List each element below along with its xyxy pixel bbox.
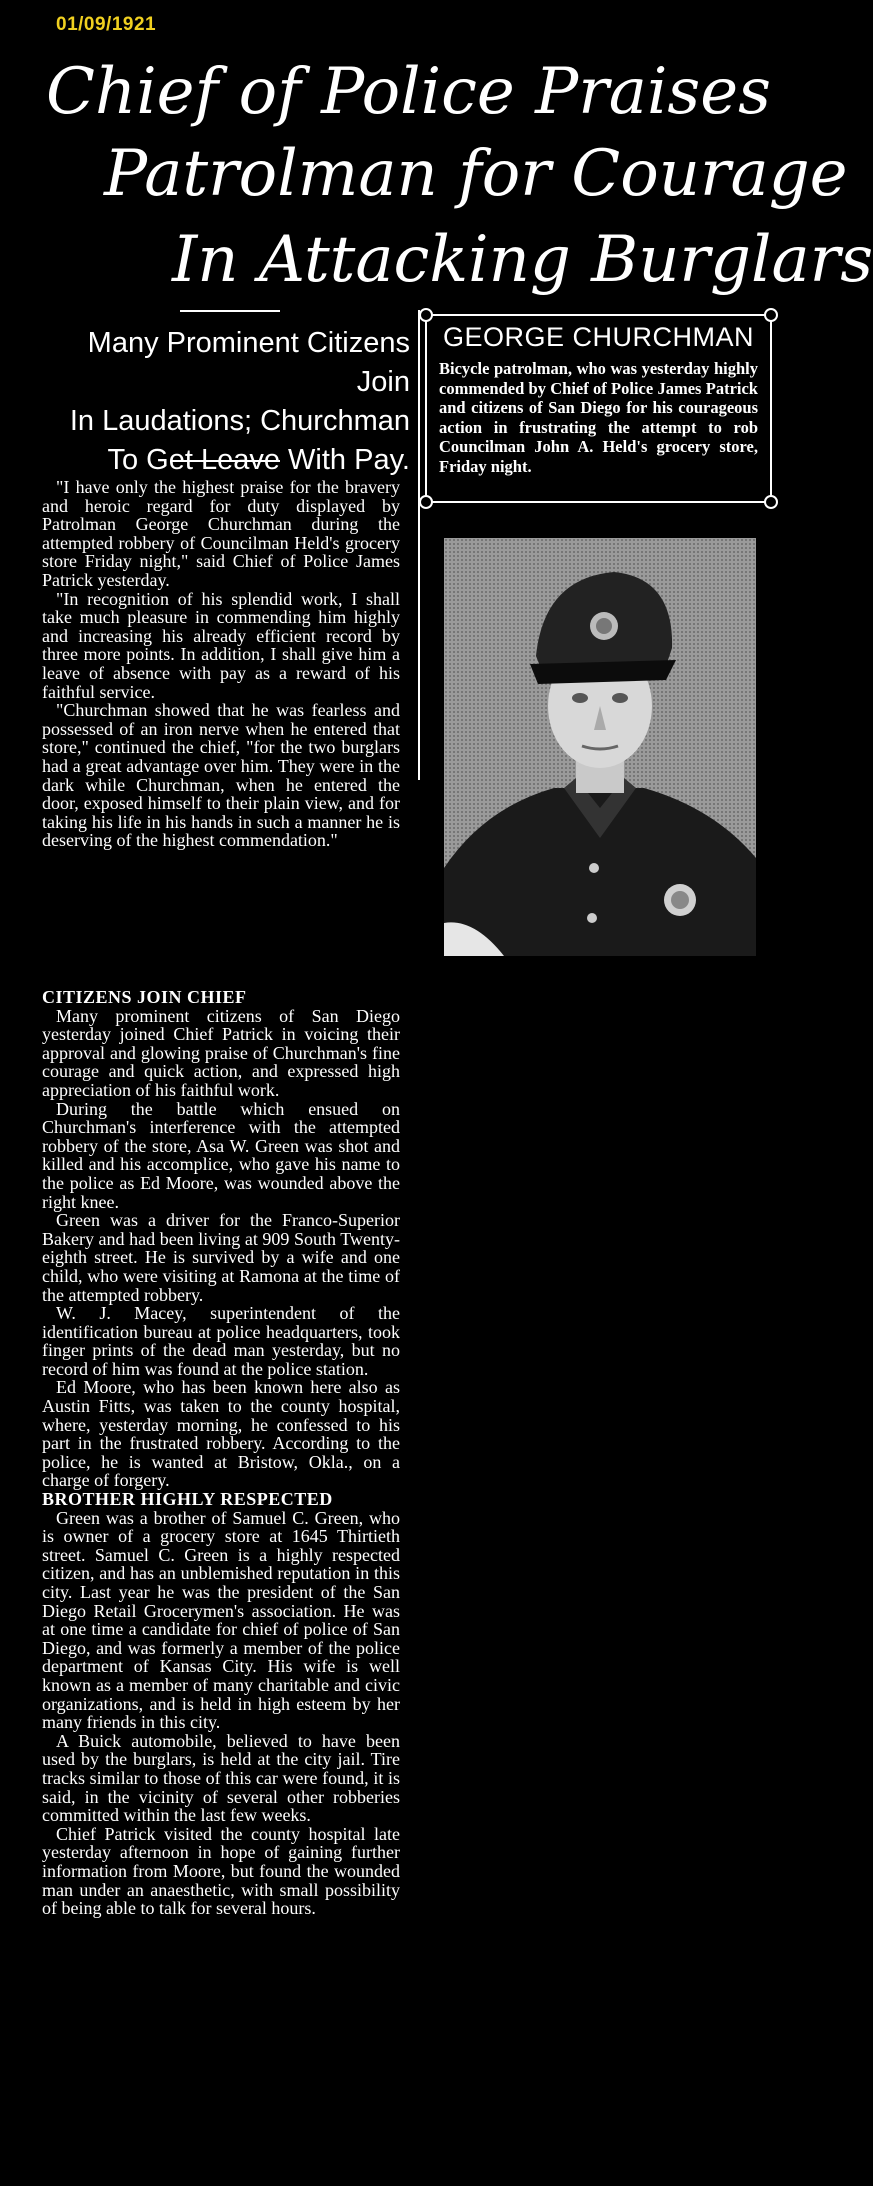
paragraph: "In recognition of his splendid work, I shall take much pleasure in commending him highly and increasing his already efficient record by three more points. In addition, I shall give him a leave of absence with pay as a reward of his faithful service. [42, 588, 400, 702]
corner-ornament [764, 308, 778, 322]
deck-line-1: Many Prominent Citizens Join [87, 327, 410, 399]
headline-line-1: Chief of Police Praises [46, 55, 771, 129]
section-subhead: BROTHER HIGHLY RESPECTED [42, 1489, 333, 1510]
article-body [42, 988, 400, 1918]
paragraph: A Buick automobile, believed to have been used by the burglars, is held at the city jail. Tire tracks similar to those of this car were found, it is said, in the vicinity of several other robberies committed within the last few weeks. [42, 1730, 400, 1826]
deck-subheadline [32, 324, 410, 481]
headline-line-2: Patrolman for Courage [104, 137, 848, 211]
paragraph: W. J. Macey, superintendent of the identification bureau at police headquarters, took finger prints of the dead man yesterday, but no record of him was found at the police station. [42, 1303, 400, 1379]
corner-ornament [419, 495, 433, 509]
portrait-illustration [444, 538, 756, 956]
corner-ornament [764, 495, 778, 509]
section-subhead: CITIZENS JOIN CHIEF [42, 987, 247, 1007]
deck-line-2: In Laudations; Churchman [69, 405, 410, 438]
column-divider [418, 310, 420, 780]
paragraph: Green was a brother of Samuel C. Green, who is owner of a grocery store at 1645 Thirtieth street. Samuel C. Green is a highly respected citizen, and has an unblemished reputation in this city. Last year he was the president of the San Diego Retail Grocerymen's association. He was at one time a candidate for chief of police of San Diego, and was formerly a member of the police department of Kansas City. His wife is well known as a member of many charitable and civic organizations, and is held in high esteem by her many friends in this city. [42, 1507, 400, 1733]
clipping-date: 01/09/1921 [56, 14, 157, 35]
paragraph: "Churchman showed that he was fearless and possessed of an iron nerve when he entered that store," continued the chief, "for the two burglars had a great advantage over him. They were in the dark while Churchman, when he entered the door, exposed himself to their plain view, and for taking his life in his hands in such a manner he is deserving of the highest commendation." [42, 700, 400, 851]
patrolman-portrait-photo [444, 538, 756, 956]
paragraph: Chief Patrick visited the county hospital late yesterday afternoon in hope of gaining further information from Moore, but found the wounded man under an anaesthetic, with small possibility of being able to talk for several hours. [42, 1823, 400, 1919]
paragraph: Many prominent citizens of San Diego yesterday joined Chief Patrick in voicing their approval and glowing praise of Churchman's fine courage and quick action, and expressed high appreciation of his faithful work. [42, 1005, 400, 1100]
paragraph: "I have only the highest praise for the bravery and heroic regard for duty displayed by Patrolman George Churchman during the attempted robbery of Councilman Held's grocery store Friday night," said Chief of Police James Patrick yesterday. [42, 477, 400, 590]
paragraph: Ed Moore, who has been known here also as Austin Fitts, was taken to the county hospital, where, yesterday morning, he confessed to his part in the frustrated robbery. According to the police, he is wanted at Bristow, Okla., on a charge of forgery. [42, 1377, 400, 1491]
article-lead [42, 478, 400, 850]
corner-ornament [419, 308, 433, 322]
caption-text: Bicycle patrolman, who was yesterday highly commended by Chief of Police James Patrick and citizens of San Diego for his courageous action in frustrating the attempt to rob Councilman John A. Held's grocery store, Friday night. [439, 359, 758, 476]
photo-caption-box [425, 314, 772, 503]
caption-name: GEORGE CHURCHMAN [442, 322, 754, 352]
headline-line-3: In Attacking Burglars [172, 223, 873, 297]
deck-bottom-rule [180, 460, 280, 462]
deck-line-3: To Get Leave With Pay. [107, 444, 410, 477]
paragraph: During the battle which ensued on Churchman's interference with the attempted robbery of the store, Asa W. Green was shot and killed and his accomplice, who gave his name to the police as Ed Moore, was wounded above the right knee. [42, 1098, 400, 1212]
deck-top-rule [180, 310, 280, 312]
paragraph: Green was a driver for the Franco-Superior Bakery and had been living at 909 South Twenty-eighth street. He is survived by a wife and one child, who were visiting at Ramona at the time of the attempted robbery. [42, 1210, 400, 1305]
